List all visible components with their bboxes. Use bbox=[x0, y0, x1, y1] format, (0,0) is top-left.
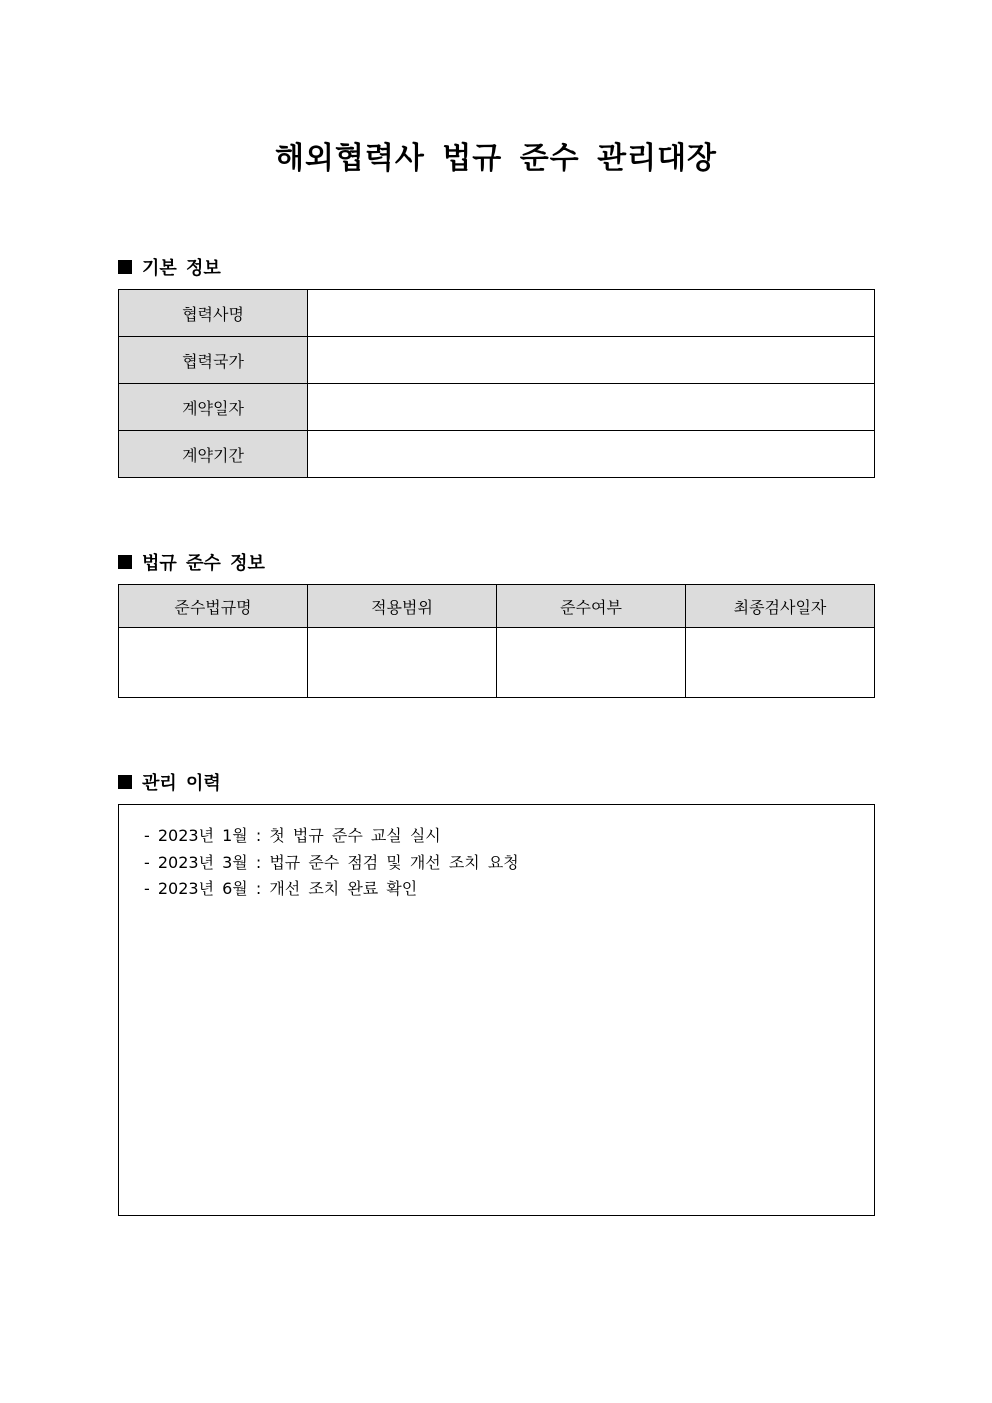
section-heading-law-compliance bbox=[118, 549, 265, 575]
section-heading-history bbox=[118, 769, 221, 795]
square-bullet-icon bbox=[118, 555, 132, 569]
square-bullet-icon bbox=[118, 260, 132, 274]
column-header: 적용범위 bbox=[308, 585, 497, 628]
table-header-row bbox=[119, 585, 875, 628]
partner-country-field[interactable] bbox=[308, 337, 875, 384]
row-label: 협력국가 bbox=[119, 337, 308, 384]
compliance-status-cell[interactable] bbox=[497, 628, 686, 698]
section-heading-label: 관리 이력 bbox=[142, 773, 221, 794]
history-item: - 2023년 6월 : 개선 조치 완료 확인 bbox=[144, 879, 418, 898]
row-label: 계약일자 bbox=[119, 384, 308, 431]
basic-info-table bbox=[118, 289, 875, 478]
row-label: 계약기간 bbox=[119, 431, 308, 478]
scope-cell[interactable] bbox=[308, 628, 497, 698]
contract-period-field[interactable] bbox=[308, 431, 875, 478]
column-header: 준수법규명 bbox=[119, 585, 308, 628]
page-title: 해외협력사 법규 준수 관리대장 bbox=[274, 141, 718, 176]
section-heading-label: 법규 준수 정보 bbox=[142, 553, 265, 574]
law-name-cell[interactable] bbox=[119, 628, 308, 698]
table-row bbox=[119, 337, 875, 384]
table-row bbox=[119, 431, 875, 478]
table-row bbox=[119, 628, 875, 698]
section-heading-label: 기본 정보 bbox=[142, 258, 221, 279]
row-label: 협력사명 bbox=[119, 290, 308, 337]
table-row bbox=[119, 290, 875, 337]
law-compliance-table bbox=[118, 584, 875, 698]
history-item: - 2023년 3월 : 법규 준수 점검 및 개선 조치 요청 bbox=[144, 852, 519, 872]
section-heading-basic-info bbox=[118, 254, 221, 280]
history-item: - 2023년 1월 : 첫 법규 준수 교실 실시 bbox=[144, 826, 441, 845]
partner-name-field[interactable] bbox=[308, 290, 875, 337]
history-list bbox=[119, 805, 874, 903]
column-header: 준수여부 bbox=[497, 585, 686, 628]
last-inspection-date-cell[interactable] bbox=[686, 628, 875, 698]
table-row bbox=[119, 384, 875, 431]
contract-date-field[interactable] bbox=[308, 384, 875, 431]
column-header: 최종검사일자 bbox=[686, 585, 875, 628]
history-box bbox=[118, 804, 875, 1216]
square-bullet-icon bbox=[118, 775, 132, 789]
